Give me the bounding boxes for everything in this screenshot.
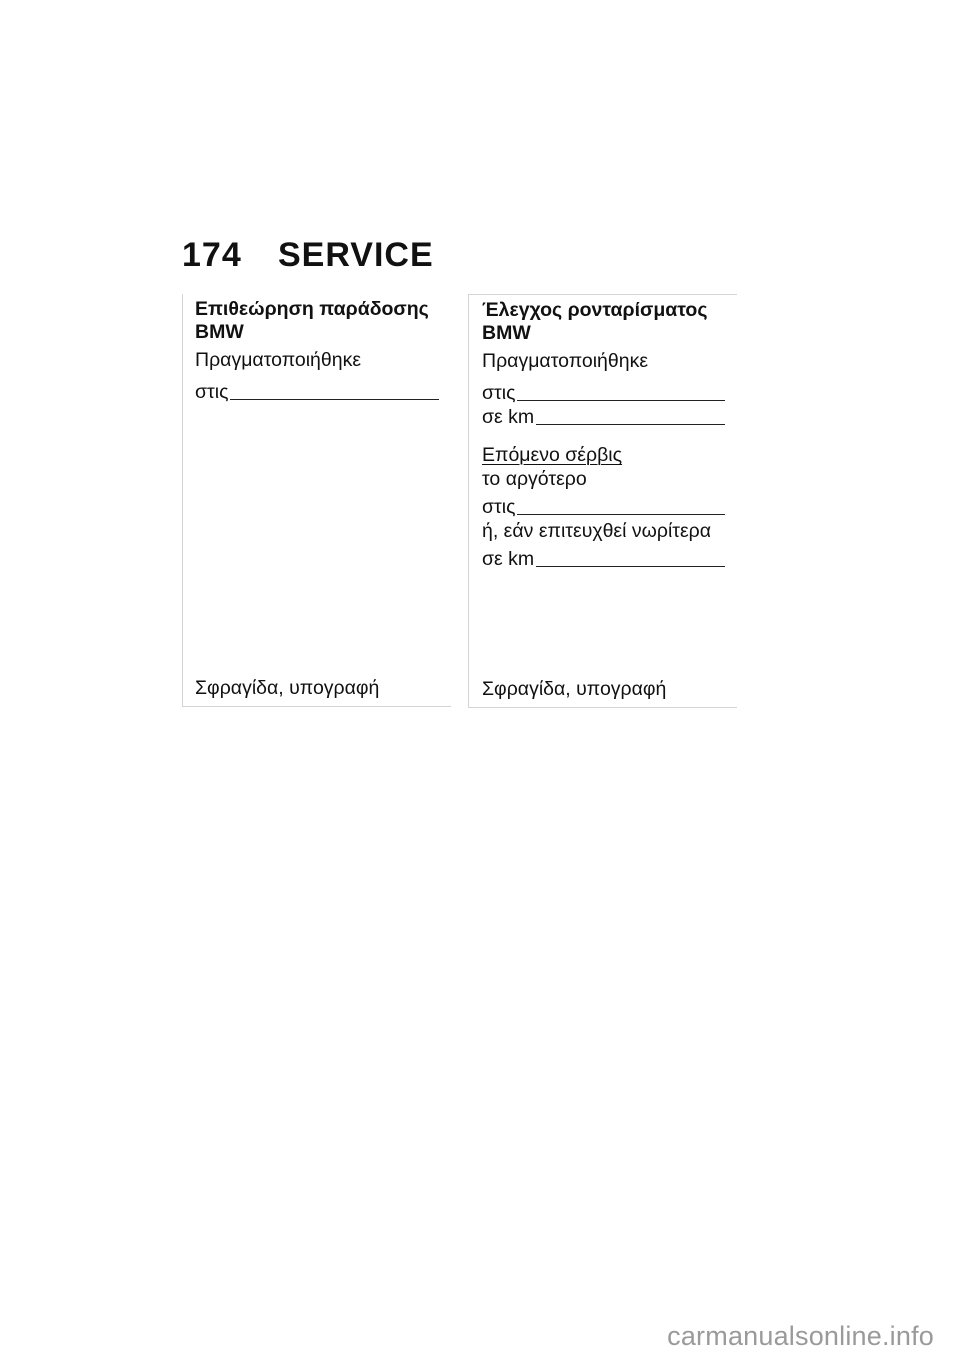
delivery-inspection-box — [182, 294, 451, 707]
km-field[interactable] — [482, 405, 725, 429]
stamp-signature-label: Σφραγίδα, υπογραφή — [195, 677, 380, 699]
km-fill-line[interactable] — [536, 423, 725, 425]
delivery-inspection-title — [195, 298, 439, 344]
section-title: SERVICE — [278, 236, 434, 274]
date-label: στις — [482, 382, 516, 404]
latest-label: το αργότερο — [482, 468, 587, 490]
watermark: carmanualsonline.info — [667, 1321, 934, 1351]
date-fill-line[interactable] — [517, 399, 725, 401]
title-line-1: Επιθεώρηση παράδοσης — [195, 298, 429, 320]
next-date-field[interactable] — [482, 495, 725, 519]
next-km-field[interactable] — [482, 547, 725, 571]
title-line-1: Έλεγχος ρονταρίσματος — [482, 299, 708, 321]
title-line-2: BMW — [195, 321, 244, 343]
date-fill-line[interactable] — [230, 398, 439, 400]
stamp-signature-label: Σφραγίδα, υπογραφή — [482, 678, 667, 700]
next-service-heading — [482, 443, 725, 467]
break-in-check-title — [482, 299, 725, 345]
break-in-check-box — [468, 294, 737, 708]
page-header — [182, 236, 434, 275]
date-field[interactable] — [482, 381, 725, 405]
page-number: 174 — [182, 236, 242, 274]
next-km-fill-line[interactable] — [536, 565, 725, 567]
date-field[interactable] — [195, 380, 439, 404]
next-date-fill-line[interactable] — [517, 513, 725, 515]
date-label: στις — [195, 381, 229, 403]
done-label: Πραγματοποιήθηκε — [195, 349, 362, 371]
title-line-2: BMW — [482, 322, 531, 344]
next-service-label: Επόμενο σέρβις — [482, 444, 623, 466]
km-label: σε km — [482, 406, 535, 428]
earlier-label: ή, εάν επιτευχθεί νωρίτερα — [482, 520, 712, 542]
next-date-label: στις — [482, 496, 516, 518]
done-label: Πραγματοποιήθηκε — [482, 350, 649, 372]
next-km-label: σε km — [482, 548, 535, 570]
